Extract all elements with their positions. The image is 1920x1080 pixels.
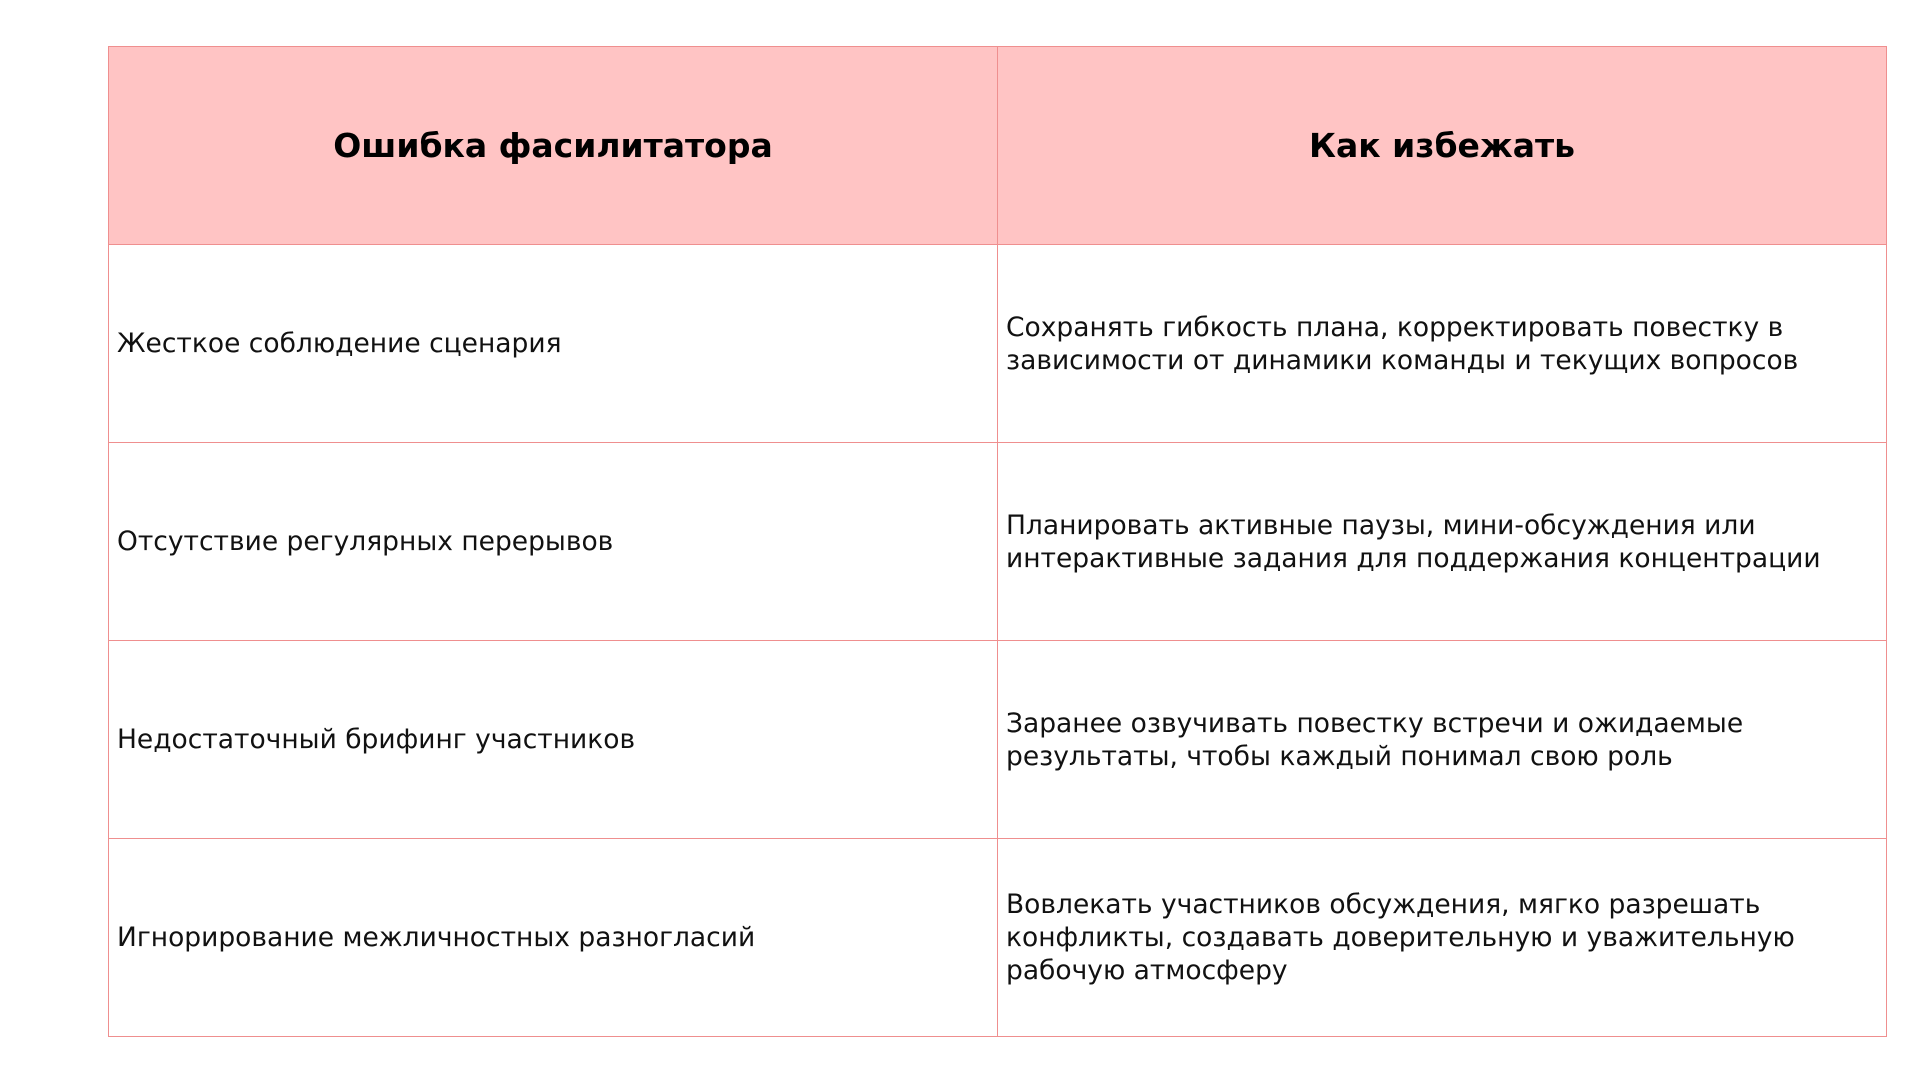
table-row — [109, 245, 1887, 443]
table-body — [109, 245, 1887, 1037]
column-header-solution: Как избежать — [998, 47, 1887, 245]
solution-cell: Вовлекать участников обсуждения, мягко разрешать конфликты, создавать доверительную и уважительную рабочую атмосферу — [998, 839, 1887, 1037]
facilitation-mistakes-table-wrapper — [108, 46, 1886, 1037]
mistake-cell: Жесткое соблюдение сценария — [109, 245, 998, 443]
table-row — [109, 443, 1887, 641]
table-header — [109, 47, 1887, 245]
solution-cell: Заранее озвучивать повестку встречи и ожидаемые результаты, чтобы каждый понимал свою роль — [998, 641, 1887, 839]
solution-cell: Планировать активные паузы, мини-обсуждения или интерактивные задания для поддержания концентрации — [998, 443, 1887, 641]
table-row — [109, 839, 1887, 1037]
solution-cell: Сохранять гибкость плана, корректировать повестку в зависимости от динамики команды и текущих вопросов — [998, 245, 1887, 443]
mistake-cell: Отсутствие регулярных перерывов — [109, 443, 998, 641]
table-header-row — [109, 47, 1887, 245]
facilitation-mistakes-table — [108, 46, 1887, 1037]
mistake-cell: Игнорирование межличностных разногласий — [109, 839, 998, 1037]
table-row — [109, 641, 1887, 839]
mistake-cell: Недостаточный брифинг участников — [109, 641, 998, 839]
column-header-mistake: Ошибка фасилитатора — [109, 47, 998, 245]
